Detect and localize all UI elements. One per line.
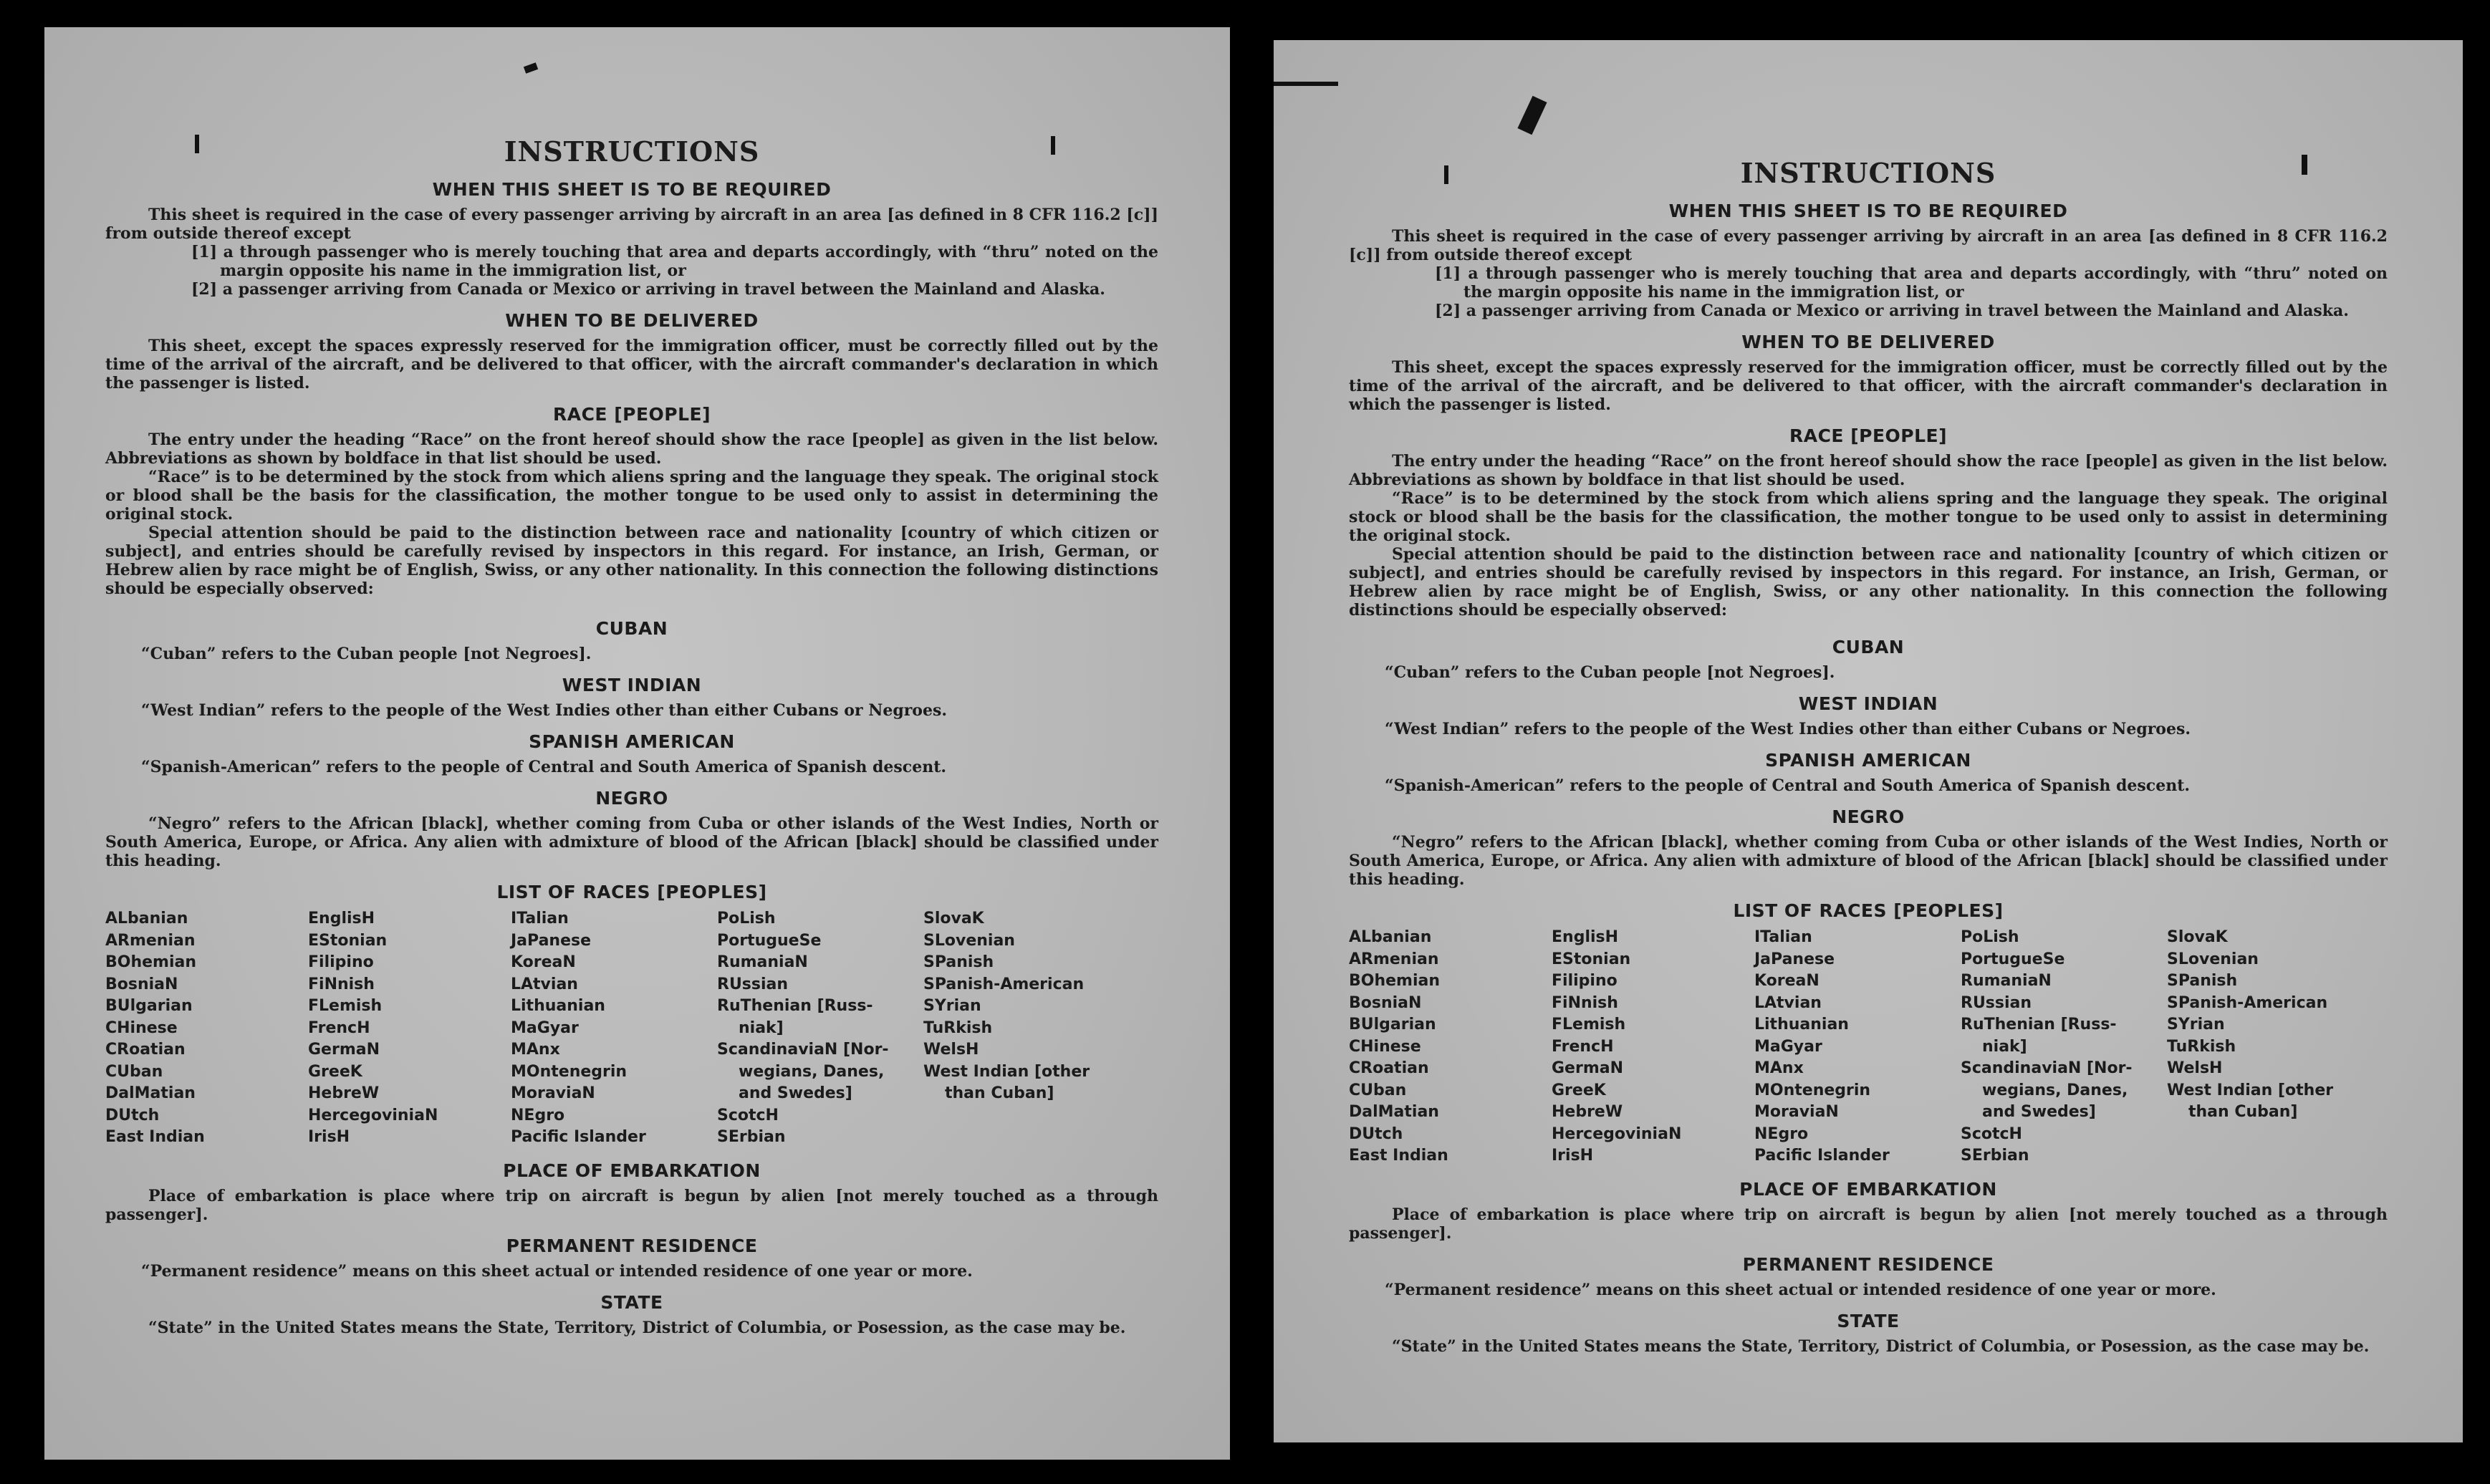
- required-intro: This sheet is required in the case of every passenger arriving by aircraft in an area [as defined in 8 CFR 116.2 [c]] from outside thereof except: [105, 206, 1158, 243]
- heading-spanish-american: SPANISH AMERICAN: [529, 731, 735, 752]
- race-item: CUban: [1349, 1081, 1407, 1099]
- race-item: PortugueSe: [717, 931, 822, 950]
- heading-embarkation: PLACE OF EMBARKATION: [1739, 1178, 1997, 1200]
- race-column-3: [511, 908, 717, 1149]
- race-item: ITalian: [511, 910, 569, 928]
- race-item: MOntenegrin: [511, 1062, 628, 1081]
- embarkation-text: Place of embarkation is place where trip on aircraft is begun by alien [not merely touched as a through passenger].: [105, 1186, 1158, 1224]
- race-item: RumaniaN: [1961, 972, 2052, 990]
- race-item: Filipino: [1552, 972, 1617, 990]
- race-p3: Special attention should be paid to the distinction between race and nationality [country of which citizen or subject], and entries should be carefully revised by inspectors in this regard. For instance, an Irish, German, or Hebrew alien by race might be of English, Swiss, or any other nationality. In this connection the following distinctions should be especially observed:: [1349, 545, 2388, 620]
- race-item: FLemish: [308, 997, 383, 1015]
- race-item: EnglisH: [1552, 928, 1619, 946]
- race-item: EStonian: [1552, 950, 1631, 968]
- race-p1: The entry under the heading “Race” on the front hereof should show the race [people] as given in the list below. Abbreviations as shown by boldface in that list should be used.: [105, 430, 1158, 468]
- race-item: JaPanese: [1754, 950, 1835, 968]
- race-item: SLovenian: [923, 931, 1015, 950]
- race-item: CRoatian: [105, 1041, 186, 1059]
- cuban-text: “Cuban” refers to the Cuban people [not Negroes].: [1385, 663, 1835, 682]
- race-item: Filipino: [308, 953, 374, 971]
- race-item: SPanish-American: [2167, 993, 2328, 1012]
- race-item: ITalian: [1754, 928, 1812, 946]
- spanish-american-text: “Spanish-American” refers to the people of Central and South America of Spanish descent.: [141, 758, 947, 776]
- required-intro: This sheet is required in the case of every passenger arriving by aircraft in an area [as defined in 8 CFR 116.2 [c]] from outside thereof except: [1349, 227, 2388, 264]
- race-item: ScotcH: [717, 1106, 779, 1124]
- race-item: GermaN: [1552, 1059, 1624, 1077]
- race-item: wegians, Danes,: [1982, 1081, 2128, 1099]
- race-item: TuRkish: [2167, 1037, 2236, 1056]
- race-item: DalMatian: [105, 1084, 196, 1102]
- race-item: DalMatian: [1349, 1103, 1439, 1121]
- race-item: SErbian: [717, 1128, 786, 1146]
- cuban-text: “Cuban” refers to the Cuban people [not Negroes].: [141, 645, 592, 663]
- race-p2: “Race” is to be determined by the stock from which aliens spring and the language they speak. The original stock or blood shall be the basis for the classification, the mother tongue to be used only to assist in determining the original stock.: [105, 468, 1158, 524]
- heading-west-indian: WEST INDIAN: [1798, 693, 1938, 714]
- race-item: MAnx: [1754, 1059, 1804, 1077]
- race-item: SYrian: [923, 997, 981, 1015]
- west-indian-text: “West Indian” refers to the people of the West Indies other than either Cubans or Negroes.: [1385, 720, 2191, 738]
- race-item: PoLish: [1961, 928, 2019, 946]
- race-item: Lithuanian: [511, 997, 605, 1015]
- races-list: [105, 908, 1158, 1149]
- race-item: DUtch: [1349, 1124, 1403, 1143]
- race-item: niak]: [739, 1018, 784, 1037]
- race-item: HercegoviniaN: [308, 1106, 438, 1124]
- punch-mark: [1274, 82, 1338, 86]
- race-item: MaGyar: [1754, 1037, 1822, 1056]
- document-page-right: [1274, 40, 2463, 1442]
- heading-embarkation: PLACE OF EMBARKATION: [503, 1160, 761, 1181]
- race-item: ARmenian: [105, 931, 196, 950]
- heading-cuban: CUBAN: [1832, 637, 1905, 657]
- race-item: EnglisH: [308, 910, 375, 928]
- race-item: CUban: [105, 1062, 163, 1081]
- race-item: LAtvian: [511, 975, 578, 993]
- race-item: SPanish: [923, 953, 994, 971]
- race-item: IrisH: [1552, 1147, 1594, 1165]
- race-item: FLemish: [1552, 1016, 1626, 1034]
- race-item: TuRkish: [923, 1018, 993, 1037]
- race-item: IrisH: [308, 1128, 350, 1146]
- race-item: BosniaN: [105, 975, 178, 993]
- race-item: East Indian: [105, 1128, 205, 1146]
- punch-mark: [195, 135, 199, 153]
- embarkation-text: Place of embarkation is place where trip on aircraft is begun by alien [not merely touched as a through passenger].: [1349, 1205, 2388, 1243]
- race-p3: Special attention should be paid to the distinction between race and nationality [country of which citizen or subject], and entries should be carefully revised by inspectors in this regard. For instance, an Irish, German, or Hebrew alien by race might be of English, Swiss, or any other nationality. In this connection the following distinctions should be especially observed:: [105, 524, 1158, 598]
- race-item: FrencH: [1552, 1037, 1614, 1056]
- race-item: MoraviaN: [1754, 1103, 1839, 1121]
- page-title: INSTRUCTIONS: [1740, 157, 1996, 189]
- race-column-2: [308, 908, 511, 1149]
- race-item: LAtvian: [1754, 993, 1822, 1012]
- race-item: SPanish-American: [923, 975, 1085, 993]
- race-column-1: [105, 908, 308, 1149]
- heading-race: RACE [PEOPLE]: [552, 404, 711, 425]
- race-item: FiNnish: [308, 975, 375, 993]
- race-item: ScandinaviaN [Nor-: [717, 1041, 889, 1059]
- race-column-3: [1754, 927, 1961, 1167]
- heading-state: STATE: [600, 1291, 663, 1313]
- race-item: CHinese: [105, 1018, 178, 1037]
- race-item: RuThenian [Russ-: [717, 997, 873, 1015]
- race-item: BosniaN: [1349, 993, 1422, 1012]
- race-item: FrencH: [308, 1018, 370, 1037]
- heading-spanish-american: SPANISH AMERICAN: [1765, 750, 1971, 771]
- race-item: KoreaN: [1754, 972, 1820, 990]
- race-item: GermaN: [308, 1041, 380, 1059]
- state-text: “State” in the United States means the State, Territory, District of Columbia, or Posession, as the case may be.: [1392, 1336, 2370, 1356]
- race-item: Pacific Islander: [1754, 1147, 1890, 1165]
- required-item-1: [1] a through passenger who is merely touching that area and departs accordingly, with “thru” noted on the margin opposite his name in the immigration list, or: [191, 243, 1158, 280]
- race-item: than Cuban]: [945, 1084, 1054, 1102]
- spanish-american-text: “Spanish-American” refers to the people of Central and South America of Spanish descent.: [1385, 776, 2191, 795]
- heading-list-of-races: LIST OF RACES [PEOPLES]: [1733, 900, 2004, 921]
- punch-mark: [2302, 155, 2307, 175]
- heading-negro: NEGRO: [595, 788, 668, 809]
- race-p2: “Race” is to be determined by the stock from which aliens spring and the language they speak. The original stock or blood shall be the basis for the classification, the mother tongue to be used only to assist in determining the original stock.: [1349, 489, 2388, 545]
- page-title: INSTRUCTIONS: [504, 135, 760, 168]
- race-item: ScotcH: [1961, 1124, 2022, 1143]
- race-item: BUlgarian: [105, 997, 193, 1015]
- delivered-text: This sheet, except the spaces expressly reserved for the immigration officer, must be correctly filled out by the time of the arrival of the aircraft, and be delivered to that officer, with the aircraft commander's declaration in which the passenger is listed.: [105, 337, 1158, 392]
- race-item: Pacific Islander: [511, 1128, 646, 1146]
- race-item: HercegoviniaN: [1552, 1124, 1682, 1143]
- heading-residence: PERMANENT RESIDENCE: [506, 1235, 758, 1256]
- race-item: WelsH: [2167, 1059, 2223, 1077]
- race-column-2: [1552, 927, 1754, 1167]
- race-item: DUtch: [105, 1106, 160, 1124]
- race-item: WelsH: [923, 1041, 979, 1059]
- state-text: “State” in the United States means the State, Territory, District of Columbia, or Posession, as the case may be.: [148, 1318, 1126, 1337]
- heading-negro: NEGRO: [1832, 806, 1905, 827]
- race-item: than Cuban]: [2188, 1103, 2298, 1121]
- race-item: JaPanese: [511, 931, 592, 950]
- heading-delivered: WHEN TO BE DELIVERED: [1741, 332, 1995, 352]
- race-p1: The entry under the heading “Race” on the front hereof should show the race [people] as given in the list below. Abbreviations as shown by boldface in that list should be used.: [1349, 452, 2388, 489]
- race-item: PoLish: [717, 910, 776, 928]
- race-item: MoraviaN: [511, 1084, 595, 1102]
- heading-residence: PERMANENT RESIDENCE: [1742, 1253, 1994, 1275]
- race-item: NEgro: [1754, 1124, 1809, 1143]
- race-item: ARmenian: [1349, 950, 1439, 968]
- race-item: RumaniaN: [717, 953, 808, 971]
- heading-race: RACE [PEOPLE]: [1789, 425, 1948, 446]
- race-item: HebreW: [308, 1084, 380, 1102]
- race-column-4: [1961, 927, 2167, 1167]
- race-item: SlovaK: [923, 910, 984, 928]
- race-item: SErbian: [1961, 1147, 2029, 1165]
- race-item: niak]: [1982, 1037, 2027, 1056]
- race-item: PortugueSe: [1961, 950, 2065, 968]
- race-item: SLovenian: [2167, 950, 2259, 968]
- heading-list-of-races: LIST OF RACES [PEOPLES]: [496, 882, 767, 902]
- race-item: GreeK: [308, 1062, 362, 1081]
- race-item: RUssian: [1961, 993, 2032, 1012]
- race-item: KoreaN: [511, 953, 576, 971]
- race-item: EStonian: [308, 931, 388, 950]
- race-item: BOhemian: [105, 953, 197, 971]
- race-item: and Swedes]: [1982, 1103, 2096, 1121]
- punch-mark: [1517, 96, 1547, 135]
- race-item: Lithuanian: [1754, 1016, 1849, 1034]
- delivered-text: This sheet, except the spaces expressly reserved for the immigration officer, must be correctly filled out by the time of the arrival of the aircraft, and be delivered to that officer, with the aircraft commander's declaration in which the passenger is listed.: [1349, 358, 2388, 414]
- race-column-5: [923, 908, 1124, 1149]
- negro-text: “Negro” refers to the African [black], whether coming from Cuba or other islands of the West Indies, North or South America, Europe, or Africa. Any alien with admixture of blood of the African [black] should be classified under this heading.: [1349, 833, 2388, 889]
- race-item: BUlgarian: [1349, 1016, 1436, 1034]
- residence-text: “Permanent residence” means on this sheet actual or intended residence of one year or more.: [1385, 1280, 2216, 1299]
- race-item: and Swedes]: [739, 1084, 852, 1102]
- heading-cuban: CUBAN: [595, 618, 668, 639]
- race-item: ALbanian: [105, 910, 188, 928]
- race-column-4: [717, 908, 923, 1149]
- required-item-1: [1] a through passenger who is merely touching that area and departs accordingly, with “thru” noted on the margin opposite his name in the immigration list, or: [1435, 264, 2388, 302]
- race-column-5: [2167, 927, 2368, 1167]
- negro-text: “Negro” refers to the African [black], whether coming from Cuba or other islands of the West Indies, North or South America, Europe, or Africa. Any alien with admixture of blood of the African [black] should be classified under this heading.: [105, 814, 1158, 870]
- race-item: HebreW: [1552, 1103, 1623, 1121]
- heading-state: STATE: [1837, 1310, 1900, 1331]
- race-item: East Indian: [1349, 1147, 1448, 1165]
- required-item-2: [2] a passenger arriving from Canada or Mexico or arriving in travel between the Mainland and Alaska.: [191, 280, 1105, 299]
- race-item: SlovaK: [2167, 928, 2228, 946]
- race-item: SYrian: [2167, 1016, 2225, 1034]
- race-item: RuThenian [Russ-: [1961, 1016, 2117, 1034]
- race-item: ALbanian: [1349, 928, 1432, 946]
- punch-mark: [524, 62, 538, 74]
- race-item: MOntenegrin: [1754, 1081, 1871, 1099]
- punch-mark: [1051, 136, 1055, 155]
- race-item: FiNnish: [1552, 993, 1618, 1012]
- west-indian-text: “West Indian” refers to the people of the West Indies other than either Cubans or Negroes.: [141, 701, 948, 720]
- race-item: BOhemian: [1349, 972, 1441, 990]
- races-list: [1349, 927, 2388, 1167]
- race-item: ScandinaviaN [Nor-: [1961, 1059, 2133, 1077]
- required-item-2: [2] a passenger arriving from Canada or Mexico or arriving in travel between the Mainland and Alaska.: [1435, 302, 2349, 320]
- race-item: SPanish: [2167, 972, 2238, 990]
- punch-mark: [1444, 165, 1448, 184]
- race-item: wegians, Danes,: [739, 1062, 885, 1081]
- heading-delivered: WHEN TO BE DELIVERED: [505, 310, 759, 331]
- race-item: West Indian [other: [2167, 1081, 2334, 1099]
- race-item: West Indian [other: [923, 1062, 1090, 1081]
- race-column-1: [1349, 927, 1552, 1167]
- document-page-left: [44, 27, 1230, 1460]
- race-item: RUssian: [717, 975, 789, 993]
- heading-required: WHEN THIS SHEET IS TO BE REQUIRED: [1668, 201, 2068, 221]
- race-item: MaGyar: [511, 1018, 579, 1037]
- race-item: CHinese: [1349, 1037, 1421, 1056]
- race-item: MAnx: [511, 1041, 560, 1059]
- race-item: CRoatian: [1349, 1059, 1429, 1077]
- race-item: NEgro: [511, 1106, 565, 1124]
- heading-west-indian: WEST INDIAN: [562, 675, 702, 695]
- heading-required: WHEN THIS SHEET IS TO BE REQUIRED: [432, 179, 832, 200]
- residence-text: “Permanent residence” means on this sheet actual or intended residence of one year or more.: [141, 1261, 973, 1281]
- race-item: GreeK: [1552, 1081, 1606, 1099]
